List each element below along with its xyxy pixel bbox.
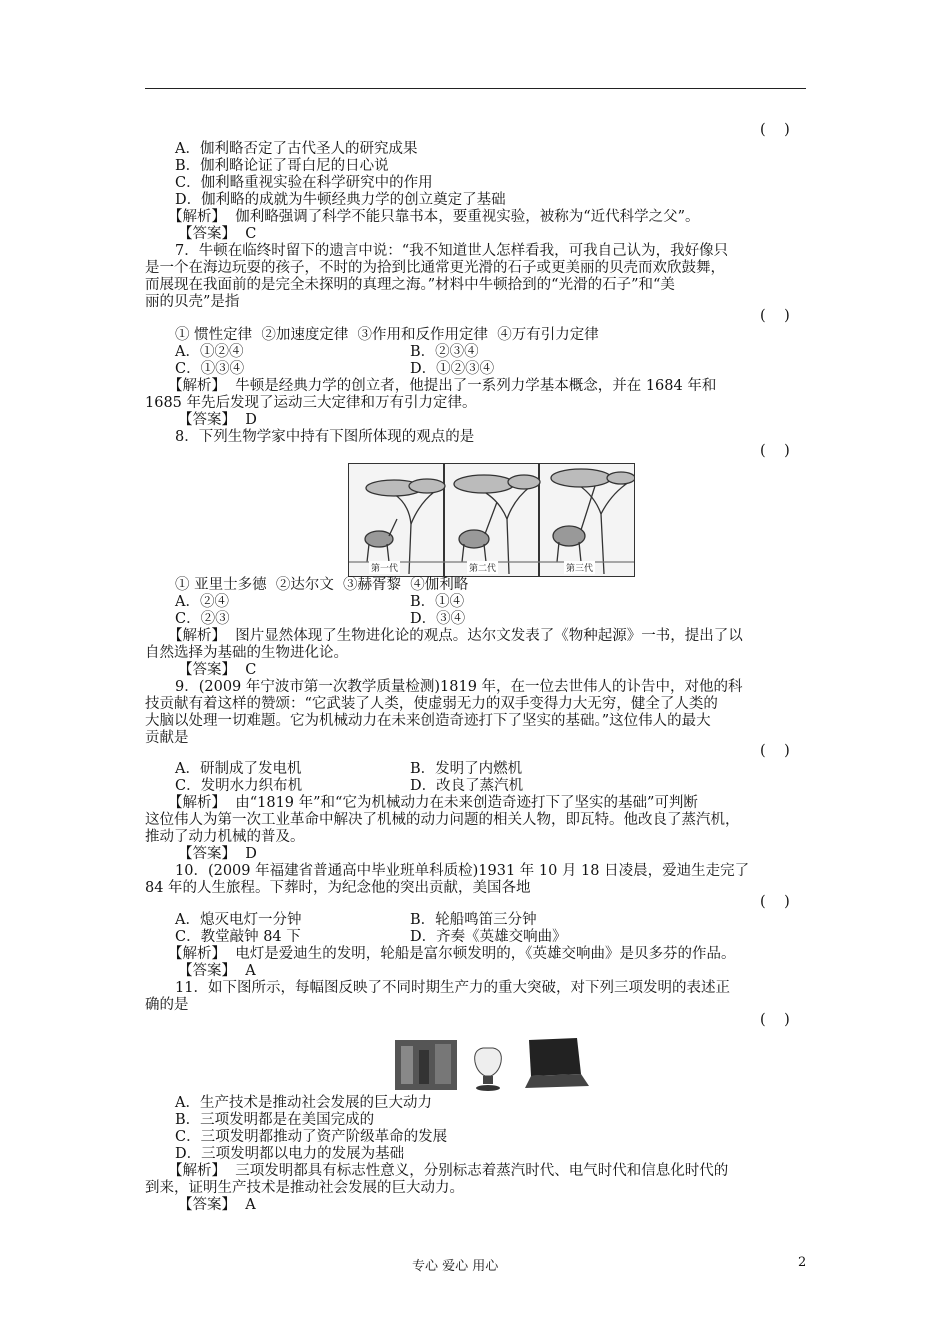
q10-option-d: D．齐奏《英雄交响曲》 <box>410 929 567 945</box>
q8-option-c: C．②③ <box>175 611 230 627</box>
q7-analysis-2: 1685 年先后发现了运动三大定律和万有引力定律。 <box>145 395 477 411</box>
header-rule <box>145 88 806 89</box>
q11-option-a: A．生产技术是推动社会发展的巨大动力 <box>175 1095 432 1111</box>
q6-paren: ( ) <box>760 122 790 138</box>
q7-stem-4: 丽的贝壳”是指 <box>145 294 240 310</box>
giraffe-evolution-figure <box>348 463 635 577</box>
q6-option-b: B．伽利略论证了哥白尼的日心说 <box>175 158 389 174</box>
q10-answer: 【答案】 A <box>178 963 256 979</box>
q9-option-c: C．发明水力织布机 <box>175 778 303 794</box>
q8-analysis-2: 自然选择为基础的生物进化论。 <box>145 645 348 661</box>
giraffe-illustration <box>349 464 634 576</box>
q8-option-d: D．③④ <box>410 611 466 627</box>
q7-answer: 【答案】 D <box>178 412 257 428</box>
steam-engine-bulb-laptop <box>393 1032 593 1094</box>
q8-answer: 【答案】 C <box>178 662 257 678</box>
q7-option-d: D．①②③④ <box>410 361 495 377</box>
q11-option-c: C．三项发明都推动了资产阶级革命的发展 <box>175 1129 448 1145</box>
q7-option-c: C．①③④ <box>175 361 245 377</box>
q7-items: ① 惯性定律 ②加速度定律 ③作用和反作用定律 ④万有引力定律 <box>175 327 599 343</box>
q8-analysis-1: 【解析】 图片显然体现了生物进化论的观点。达尔文发表了《物种起源》一书，提出了以 <box>168 628 743 644</box>
q7-stem-1: 7．牛顿在临终时留下的遗言中说：“我不知道世人怎样看我，可我自己认为，我好像只 <box>175 243 729 259</box>
q9-answer: 【答案】 D <box>178 846 257 862</box>
q6-option-d: D．伽利略的成就为牛顿经典力学的创立奠定了基础 <box>175 192 506 208</box>
q6-analysis: 【解析】 伽利略强调了科学不能只靠书本，要重视实验，被称为“近代科学之父”。 <box>168 209 700 225</box>
q9-analysis-3: 推动了动力机械的普及。 <box>145 829 305 845</box>
q10-option-c: C．教堂敲钟 84 下 <box>175 929 301 945</box>
q6-option-a: A．伽利略否定了古代圣人的研究成果 <box>175 141 418 157</box>
q11-paren: ( ) <box>760 1012 790 1028</box>
q9-option-b: B．发明了内燃机 <box>410 761 523 777</box>
q7-paren: ( ) <box>760 308 790 324</box>
q8-items: ① 亚里士多德 ②达尔文 ③赫胥黎 ④伽利略 <box>175 577 469 593</box>
q11-option-b: B．三项发明都是在美国完成的 <box>175 1112 375 1128</box>
q7-option-b: B．②③④ <box>410 344 479 360</box>
q9-analysis-2: 这位伟人为第一次工业革命中解决了机械的动力问题的相关人物，即瓦特。他改良了蒸汽机， <box>145 812 740 828</box>
q10-option-b: B．轮船鸣笛三分钟 <box>410 912 537 928</box>
q11-analysis-1: 【解析】 三项发明都具有标志性意义，分别标志着蒸汽时代、电气时代和信息化时代的 <box>168 1163 729 1179</box>
q9-stem-2: 技贡献有着这样的赞颂：“它武装了人类，使虚弱无力的双手变得力大无穷，健全了人类的 <box>145 696 718 712</box>
page-number: 2 <box>798 1255 807 1270</box>
q8-stem: 8．下列生物学家中持有下图所体现的观点的是 <box>175 429 475 445</box>
q8-paren: ( ) <box>760 443 790 459</box>
footer-motto: 专心 爱心 用心 <box>412 1259 499 1274</box>
q7-option-a: A．①②④ <box>175 344 244 360</box>
q9-stem-1: 9．(2009 年宁波市第一次教学质量检测)1819 年，在一位去世伟人的讣告中，对他的科 <box>175 679 743 695</box>
q10-analysis: 【解析】 电灯是爱迪生的发明，轮船是富尔顿发明的，《英雄交响曲》是贝多芬的作品。 <box>168 946 736 962</box>
q6-option-c: C．伽利略重视实验在科学研究中的作用 <box>175 175 433 191</box>
q10-paren: ( ) <box>760 894 790 910</box>
q9-paren: ( ) <box>760 743 790 759</box>
q7-stem-3: 而展现在我面前的是完全未探明的真理之海。”材料中牛顿拾到的“光滑的石子”和“美 <box>145 277 675 293</box>
q11-answer: 【答案】 A <box>178 1197 256 1213</box>
q7-stem-2: 是一个在海边玩耍的孩子，不时的为拾到比通常更光滑的石子或更美丽的贝壳而欢欣鼓舞， <box>145 260 725 276</box>
q10-option-a: A．熄灭电灯一分钟 <box>175 912 302 928</box>
q7-analysis-1: 【解析】 牛顿是经典力学的创立者，他提出了一系列力学基本概念，并在 1684 年和 <box>168 378 717 394</box>
q11-analysis-2: 到来，证明生产技术是推动社会发展的巨大动力。 <box>145 1180 464 1196</box>
inventions-figure <box>393 1032 593 1094</box>
q9-stem-3: 大脑以处理一切难题。它为机械动力在未来创造奇迹打下了坚实的基础。”这位伟人的最大 <box>145 713 711 729</box>
q9-option-a: A．研制成了发电机 <box>175 761 302 777</box>
q10-stem-1: 10．(2009 年福建省普通高中毕业班单科质检)1931 年 10 月 18 日凌晨，爱迪生走完了 <box>175 863 750 879</box>
q9-option-d: D．改良了蒸汽机 <box>410 778 524 794</box>
q9-analysis-1: 【解析】 由“1819 年”和“它为机械动力在未来创造奇迹打下了坚实的基础”可判断 <box>168 795 698 811</box>
fig-label-gen1: 第一代 <box>369 561 400 574</box>
q8-option-a: A．②④ <box>175 594 229 610</box>
q11-stem-1: 11．如下图所示，每幅图反映了不同时期生产力的重大突破，对下列三项发明的表述正 <box>175 980 730 996</box>
q10-stem-2: 84 年的人生旅程。下葬时，为纪念他的突出贡献，美国各地 <box>145 880 531 896</box>
q6-answer: 【答案】 C <box>178 226 257 242</box>
q11-option-d: D．三项发明都以电力的发展为基础 <box>175 1146 405 1162</box>
fig-label-gen2: 第二代 <box>467 561 498 574</box>
fig-label-gen3: 第三代 <box>564 561 595 574</box>
q8-option-b: B．①④ <box>410 594 465 610</box>
q9-stem-4: 贡献是 <box>145 730 189 746</box>
q11-stem-2: 确的是 <box>145 997 189 1013</box>
